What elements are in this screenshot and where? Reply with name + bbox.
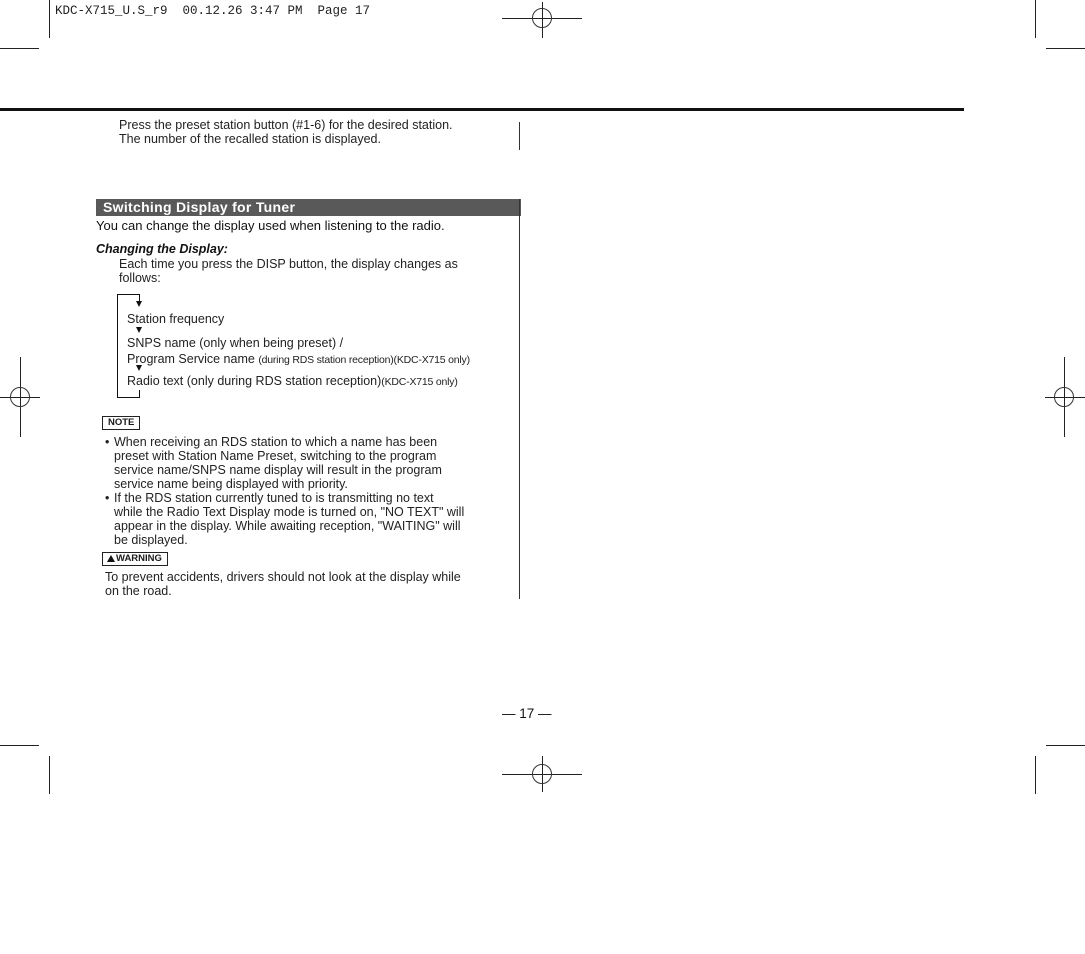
crop-mark (49, 756, 50, 794)
note-label: NOTE (102, 416, 140, 430)
note-bullet-1-line-3: service name/SNPS name display will result in the program (114, 463, 442, 477)
cycle-item-radio-text-note: (KDC-X715 only) (381, 376, 458, 388)
intro-line-1: Press the preset station button (#1-6) for the desired station. (119, 118, 453, 132)
body-line-2: follows: (119, 271, 161, 285)
column-rule (519, 122, 520, 150)
crop-mark (0, 48, 39, 49)
note-bullet-2-line-1: If the RDS station currently tuned to is transmitting no text (114, 491, 434, 505)
cycle-loop-line (139, 294, 140, 301)
page-number: — 17 — (502, 706, 552, 721)
note-bullet-1-line-4: service name being displayed with priority. (114, 477, 348, 491)
column-rule (519, 199, 520, 599)
note-bullet-1-line-1: When receiving an RDS station to which a name has been (114, 435, 438, 449)
note-bullet-2-line-2: while the Radio Text Display mode is turned on, "NO TEXT" will (114, 505, 465, 519)
cycle-item-station-frequency: Station frequency (127, 312, 225, 326)
bullet-icon: • (105, 435, 110, 449)
header-rule (0, 108, 964, 111)
crop-mark (0, 745, 39, 746)
crop-mark (1035, 756, 1036, 794)
down-arrow-icon (136, 365, 142, 371)
crop-mark (1046, 745, 1085, 746)
note-bullet-1-line-2: preset with Station Name Preset, switching to the program (114, 449, 437, 463)
note-bullet-2-line-3: appear in the display. While awaiting reception, "WAITING" will (114, 519, 461, 533)
down-arrow-icon (136, 327, 142, 333)
warning-label (102, 552, 168, 566)
section-description: You can change the display used when listening to the radio. (96, 218, 445, 233)
cycle-loop-line (117, 397, 140, 398)
cycle-item-program-service-note: (during RDS station reception)(KDC-X715 only) (258, 354, 470, 366)
bullet-icon: • (105, 491, 110, 505)
crop-mark (49, 0, 50, 38)
cycle-loop-line (117, 294, 118, 398)
note-bullet-2-line-4: be displayed. (114, 533, 188, 547)
cycle-item-program-service-main: Program Service name (127, 352, 259, 366)
subheading: Changing the Display: (96, 242, 228, 256)
warning-line-2: on the road. (105, 584, 172, 598)
section-heading: Switching Display for Tuner (96, 199, 521, 216)
cycle-item-program-service-name (127, 352, 470, 367)
down-arrow-icon (136, 301, 142, 307)
print-slug-line: KDC-X715_U.S_r9 00.12.26 3:47 PM Page 17 (55, 4, 371, 18)
crop-mark (1035, 0, 1036, 38)
cycle-item-snps-name: SNPS name (only when being preset) / (127, 336, 344, 350)
body-line-1: Each time you press the DISP button, the display changes as (119, 257, 458, 271)
cycle-loop-line (117, 294, 139, 295)
intro-line-2: The number of the recalled station is displayed. (119, 132, 381, 146)
warning-triangle-icon (107, 555, 115, 562)
warning-line-1: To prevent accidents, drivers should not look at the display while (105, 570, 461, 584)
cycle-loop-line (139, 390, 140, 398)
cycle-item-radio-text (127, 374, 458, 389)
warning-label-text: WARNING (116, 553, 162, 564)
crop-mark (1046, 48, 1085, 49)
cycle-item-radio-text-main: Radio text (only during RDS station reception) (127, 374, 382, 388)
